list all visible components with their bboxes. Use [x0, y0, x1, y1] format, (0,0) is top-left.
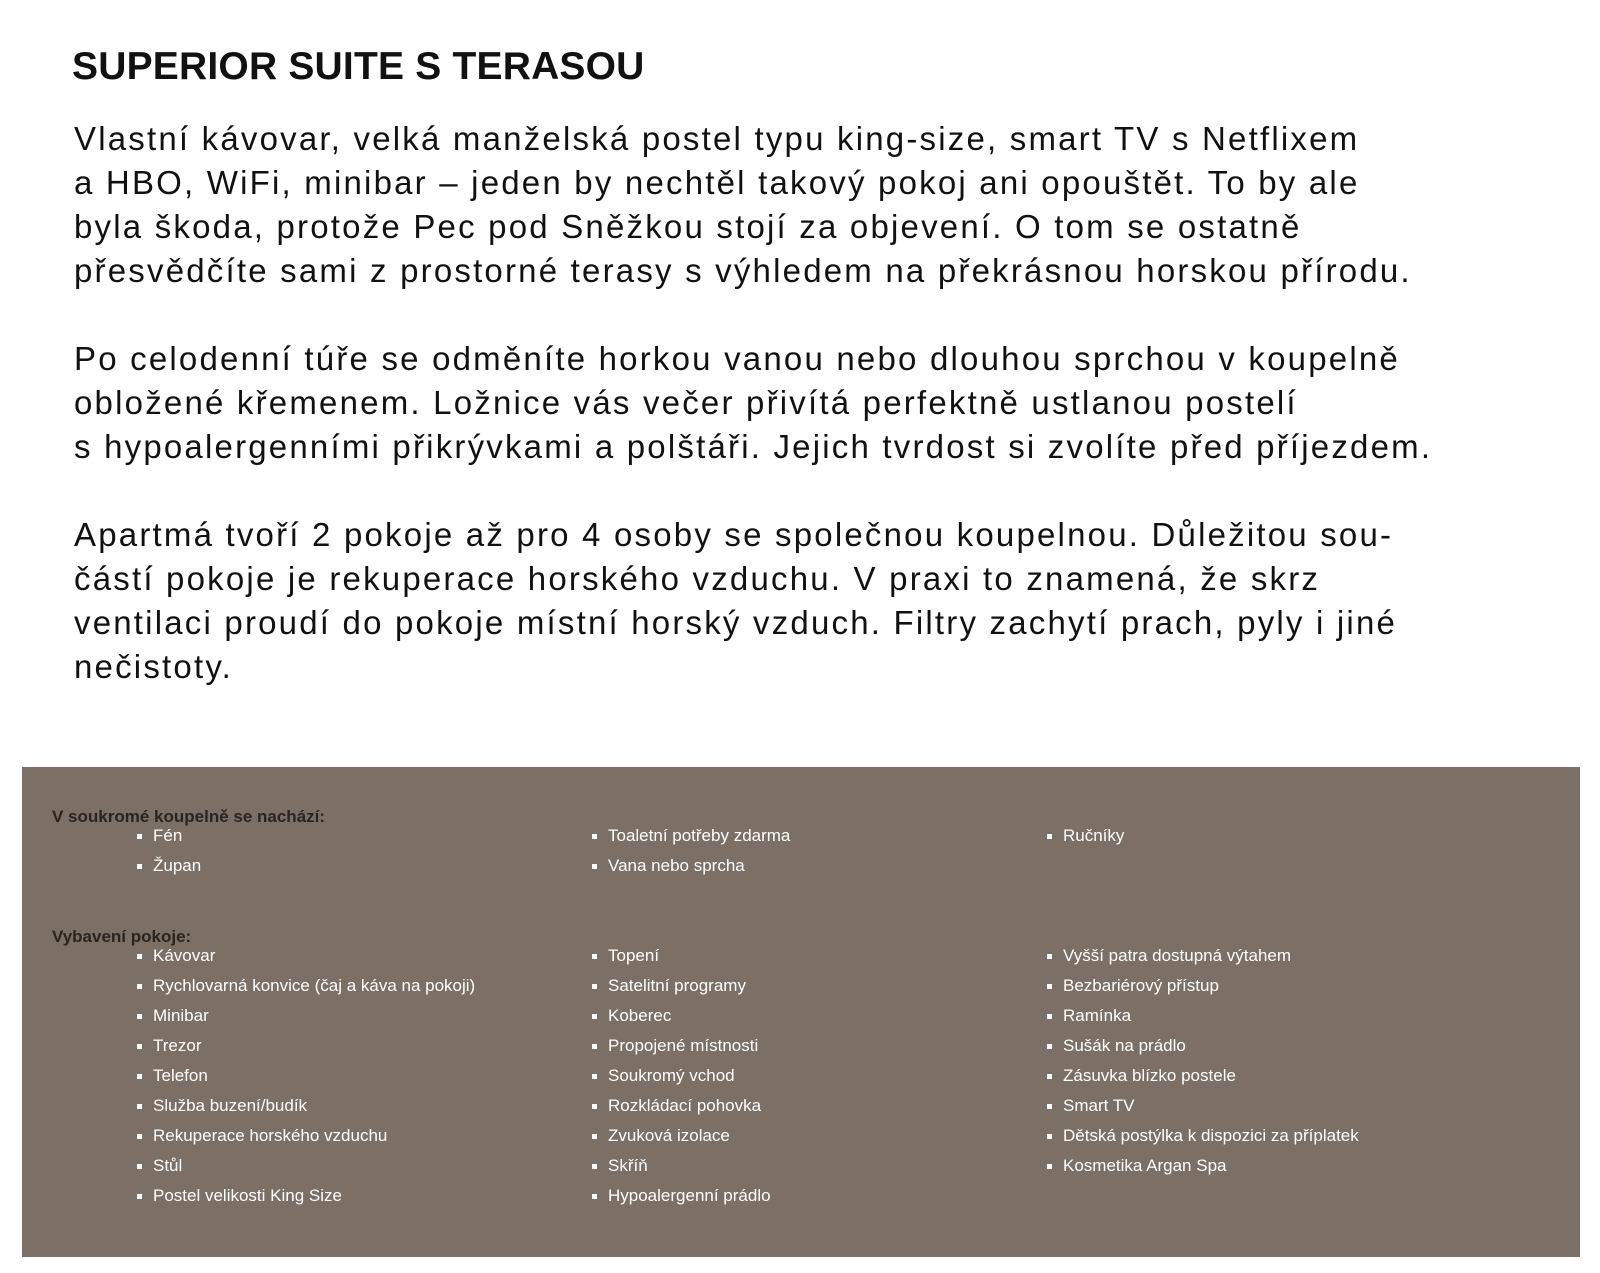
- description-line: přesvědčíte sami z prostorné terasy s výhledem na překrásnou horskou přírodu.: [74, 252, 1412, 289]
- amenity-item: Sušák na prádlo: [1047, 1031, 1359, 1061]
- amenity-item: Koberec: [592, 1001, 771, 1031]
- amenity-item: Minibar: [137, 1001, 475, 1031]
- amenities-panel: [22, 767, 1580, 1257]
- amenity-item: Trezor: [137, 1031, 475, 1061]
- amenity-item: Župan: [137, 851, 201, 881]
- description-line: byla škoda, protože Pec pod Sněžkou stojí za objevení. O tom se ostatně: [74, 208, 1302, 245]
- amenity-item: Telefon: [137, 1061, 475, 1091]
- description-paragraph: [74, 513, 1584, 689]
- room-equipment-heading: Vybavení pokoje:: [52, 927, 192, 946]
- room-list-column-2: [592, 941, 771, 1211]
- amenity-item: Zvuková izolace: [592, 1121, 771, 1151]
- amenity-item: Vyšší patra dostupná výtahem: [1047, 941, 1359, 971]
- amenity-item: Hypoalergenní prádlo: [592, 1181, 771, 1211]
- amenity-item: Dětská postýlka k dispozici za příplatek: [1047, 1121, 1359, 1151]
- amenity-item: Vana nebo sprcha: [592, 851, 790, 881]
- room-list-column-1: [137, 941, 475, 1211]
- amenity-item: Satelitní programy: [592, 971, 771, 1001]
- description-line: Vlastní kávovar, velká manželská postel typu king-size, smart TV s Netflixem: [74, 120, 1360, 157]
- bathroom-list-column-3: [1047, 821, 1124, 851]
- description-line: Po celodenní túře se odměníte horkou vanou nebo dlouhou sprchou v koupelně: [74, 340, 1400, 377]
- amenity-item: Toaletní potřeby zdarma: [592, 821, 790, 851]
- amenity-item: Topení: [592, 941, 771, 971]
- description-paragraph: [74, 117, 1584, 293]
- amenity-item: Bezbariérový přístup: [1047, 971, 1359, 1001]
- amenity-item: Fén: [137, 821, 201, 851]
- amenity-item: Služba buzení/budík: [137, 1091, 475, 1121]
- description-line: nečistoty.: [74, 648, 233, 685]
- amenity-item: Soukromý vchod: [592, 1061, 771, 1091]
- amenity-item: Ručníky: [1047, 821, 1124, 851]
- amenity-item: Rozkládací pohovka: [592, 1091, 771, 1121]
- bathroom-heading: V soukromé koupelně se nachází:: [52, 807, 326, 826]
- amenity-item: Postel velikosti King Size: [137, 1181, 475, 1211]
- amenity-item: Propojené místnosti: [592, 1031, 771, 1061]
- amenity-item: Stůl: [137, 1151, 475, 1181]
- description-line: s hypoalergenními přikrývkami a polštáři. Jejich tvrdost si zvolíte před příjezdem.: [74, 428, 1433, 465]
- room-list-column-3: [1047, 941, 1359, 1181]
- amenity-item: Kosmetika Argan Spa: [1047, 1151, 1359, 1181]
- amenity-item: Rychlovarná konvice (čaj a káva na pokoji): [137, 971, 475, 1001]
- description-line: obložené křemenem. Ložnice vás večer přivítá perfektně ustlanou postelí: [74, 384, 1298, 421]
- amenity-item: Skříň: [592, 1151, 771, 1181]
- amenity-item: Rekuperace horského vzduchu: [137, 1121, 475, 1151]
- bathroom-list-column-1: [137, 821, 201, 881]
- description-paragraph: [74, 337, 1584, 469]
- description-line: Apartmá tvoří 2 pokoje až pro 4 osoby se společnou koupelnou. Důležitou sou-: [74, 516, 1394, 553]
- amenity-item: Smart TV: [1047, 1091, 1359, 1121]
- amenity-item: Zásuvka blízko postele: [1047, 1061, 1359, 1091]
- description-line: ventilaci proudí do pokoje místní horský vzduch. Filtry zachytí prach, pyly i jiné: [74, 604, 1398, 641]
- description-line: částí pokoje je rekuperace horského vzduchu. V praxi to znamená, že skrz: [74, 560, 1321, 597]
- room-description: [74, 117, 1584, 689]
- bathroom-list-column-2: [592, 821, 790, 881]
- amenity-item: Ramínka: [1047, 1001, 1359, 1031]
- page-title: SUPERIOR SUITE S TERASOU: [72, 45, 645, 88]
- amenity-item: Kávovar: [137, 941, 475, 971]
- description-line: a HBO, WiFi, minibar – jeden by nechtěl takový pokoj ani opouštět. To by ale: [74, 164, 1360, 201]
